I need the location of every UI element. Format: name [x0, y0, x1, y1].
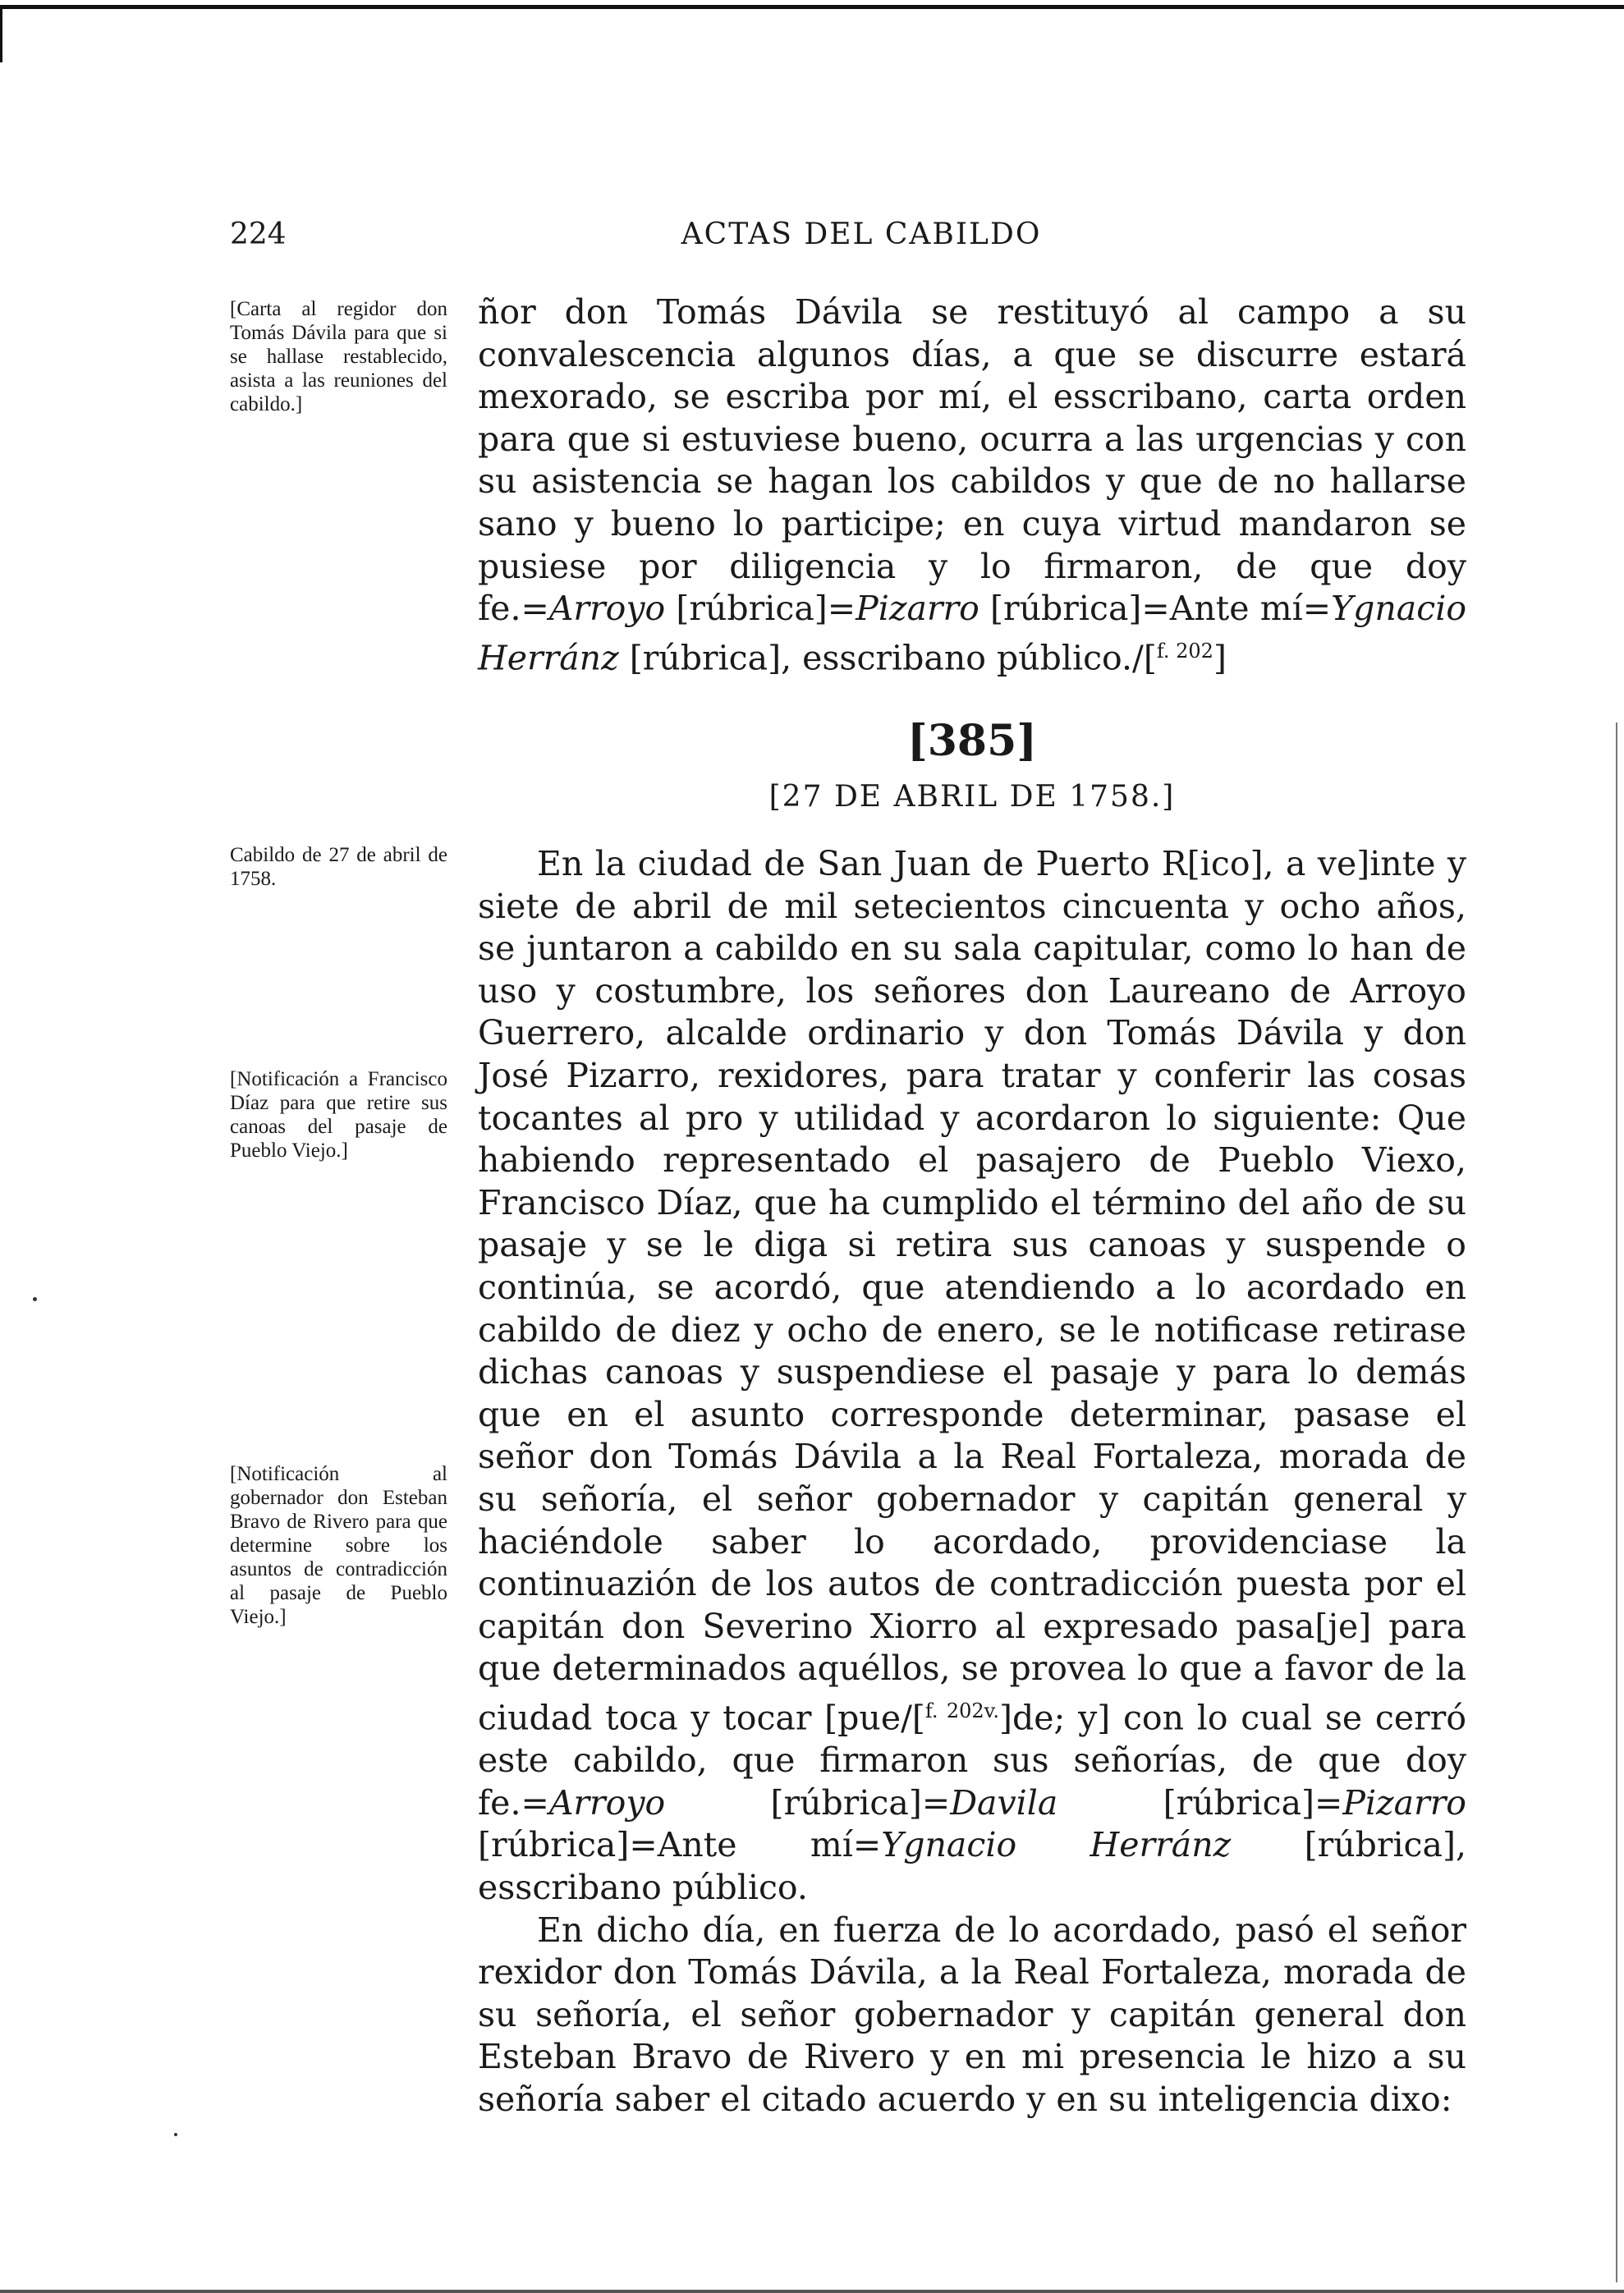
paragraph-1: ñor don Tomás Dávila se restituyó al campo a su convalescencia algunos días, a que se discurre estará mexorado, se escriba por mí, el esscribano, carta orden para que si estuviese bueno, ocurra a las urgencias y con su asistencia se hagan los cabildos y que de no hallarse sano y bueno lo participe; en cuya virtud mandaron se pusiese por diligencia y lo firmaron, de que doy fe.=Arroyo [rúbrica]=Pizarro [rúbrica]=Ante mí=Ygnacio Herránz [rúbrica], esscribano público./[$^{f. 202}$] [478, 292, 1466, 678]
signature-arroyo: Arroyo [548, 1782, 666, 1823]
margin-note-cabildo: Cabildo de 27 de abril de 1758. [230, 844, 447, 890]
signature-pizarro: Pizarro [1342, 1782, 1466, 1823]
folio-marker: f. 202 [1156, 639, 1213, 663]
margin-note-notificacion-gobernador: [Notificación al gobernador don Esteban Bravo de Rivero para que determine sobre los asuntos de contradicción al pasaje de Pueblo Viejo.] [230, 1463, 447, 1628]
signature-herranz: Ygnacio Herránz [881, 1825, 1232, 1865]
signature-davila: Davila [950, 1782, 1058, 1823]
page-number: 224 [230, 218, 287, 251]
signature-arroyo: Arroyo [548, 589, 666, 629]
entry-date: [27 DE ABRIL DE 1758.] [768, 780, 1176, 814]
bottom-border-rule [0, 2290, 1624, 2293]
margin-note-notificacion-diaz: [Notificación a Francisco Díaz para que retire sus canoas del pasaje de Pueblo Viejo.] [230, 1068, 447, 1162]
right-page-edge [1616, 722, 1617, 2282]
entry-number: [385] [907, 716, 1037, 766]
paragraph-2: En la ciudad de San Juan de Puerto R[ico], a ve]inte y siete de abril de mil setecientos cincuenta y ocho años, se juntaron a cabildo en su sala capitular, como lo han de uso y costumbre, los señores don Laureano de Arroyo Guerrero, alcalde ordinario y don Tomás Dávila y don José Pizarro, rexidores, para tratar y conferir las cosas tocantes al pro y utilidad y acordaron lo siguiente: Que habiendo representado el pasajero de Pueblo Viexo, Francisco Díaz, que ha cumplido el término del año de su pasaje y se le diga si retira sus canoas y suspende o continúa, se acordó, que atendiendo a lo acordado en cabildo de diez y ocho de enero, se le notificase retirase dichas canoas y suspendiese el pasaje y para lo demás que en el asunto corresponde determinar, pasase el señor don Tomás Dávila a la Real Fortaleza, morada de su señoría, el señor gobernador y capitán general y haciéndole saber lo acordado, providenciase la continuazión de los autos de contradicción puesta por el capitán don Severino Xiorro al expresado pasa[je] para que determinados aquéllos, se provea lo que a favor de la ciudad toca y tocar [pue/[$^{f. 202v.}$]de; y] con lo cual se cerró este cabildo, que firmaron sus señorías, de que doy fe.=Arroyo [rúbrica]=Davila [rúbrica]=Pizarro [rúbrica]=Ante mí=Ygnacio Herránz [rúbrica], esscribano público. [478, 844, 1466, 1907]
scan-speck [174, 2133, 177, 2136]
running-head: ACTAS DEL CABILDO [681, 218, 1042, 251]
scan-speck [33, 1297, 37, 1301]
top-border-rule [0, 5, 1624, 9]
signature-herranz: Ygnacio Herránz [478, 589, 1466, 678]
entry-body [478, 843, 1466, 2121]
signature-pizarro: Pizarro [856, 589, 979, 629]
paragraph-3: En dicho día, en fuerza de lo acordado, pasó el señor rexidor don Tomás Dávila, a la Real Fortaleza, morada de su señoría, el señor gobernador y capitán general don Esteban Bravo de Rivero y en mi presencia le hizo a su señoría saber el citado acuerdo y en su inteligencia dixo: [478, 1910, 1466, 2119]
margin-note-carta: [Carta al regidor don Tomás Dávila para que si se hallase restablecido, asista a las reuniones del cabildo.] [230, 298, 447, 415]
top-left-corner-rule [0, 5, 2, 62]
folio-marker: f. 202v. [924, 1699, 1000, 1722]
paragraph-continuation [478, 291, 1466, 680]
